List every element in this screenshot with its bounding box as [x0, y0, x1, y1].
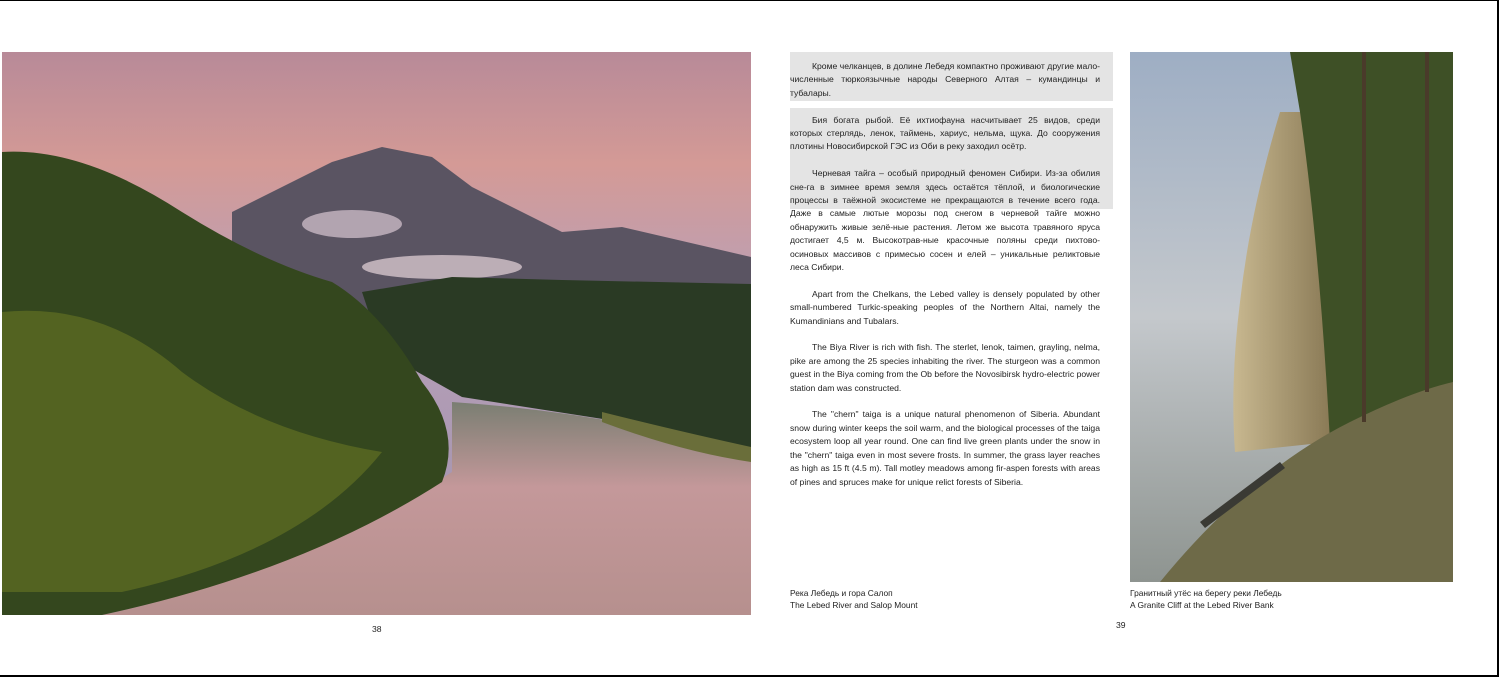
page-number-left: 38: [372, 624, 382, 634]
photo-lebed-river-salop-mount: [2, 52, 751, 615]
page-number-right: 39: [1116, 620, 1126, 630]
paragraph-en: Apart from the Chelkans, the Lebed valley is densely populated by other small-numbered Turkic-speaking peoples of the Northern Altai, namely the Kumandinians and Tubalars.: [790, 288, 1100, 326]
paragraph-ru: Черневая тайга – особый природный феномен Сибири. Из-за обилия сне-га в зимнее время земля здесь остаётся тёплой, и биологические процессы в таёжной экосистеме не прекращаются в течение всего года. Даже в самые лютые морозы под снегом в черневой тайге можно обнаружить живые зелё-ные растения. Летом же высота травяного яруса достигает 4,5 м. Высокотрав-ные красочные поляны среди пихтово-осиновых массивов с примесью сосен и елей – уникальные реликтовые леса Сибири.: [790, 168, 1100, 273]
paragraph-ru: Кроме челканцев, в долине Лебедя компактно проживают другие мало-численные тюркоязычные народы Северного Алтая – кумандинцы и тубалары.: [790, 61, 1100, 98]
caption-ru: Гранитный утёс на берегу реки Лебедь: [1130, 588, 1282, 598]
caption-left-photo: [790, 588, 918, 611]
photo-granite-cliff: [1130, 52, 1453, 582]
paragraph-en: The Biya River is rich with fish. The sterlet, lenok, taimen, grayling, nelma, pike are among the 25 species inhabiting the river. The sturgeon was a common guest in the Biya coming from the Ob before the Novosibirsk hydro-electric power station dam was constructed.: [790, 342, 1100, 393]
caption-en: The Lebed River and Salop Mount: [790, 599, 918, 610]
paragraph-ru: Бия богата рыбой. Её ихтиофауна насчитывает 25 видов, среди которых стерлядь, ленок, таймень, хариус, нельма, щука. До сооружения плотины Новосибирской ГЭС из Оби в реку заходил осётр.: [790, 114, 1100, 152]
caption-ru: Река Лебедь и гора Салоп: [790, 588, 893, 598]
caption-en: A Granite Cliff at the Lebed River Bank: [1130, 599, 1274, 610]
body-text: [790, 60, 1100, 502]
paragraph-en: The "chern" taiga is a unique natural phenomenon of Siberia. Abundant snow during winter keeps the soil warm, and the biological processes of the taiga ecosystem loop all year round. One can find live green plants under the snow in the "chern" taiga even in most severe frosts. In summer, the grass layer reaches as high as 15 ft (4.5 m). Tall motley meadows among fir-aspen forests with areas of pines and spruces make for unique relict forests of Siberia.: [790, 409, 1100, 487]
caption-right-photo: [1130, 588, 1282, 611]
